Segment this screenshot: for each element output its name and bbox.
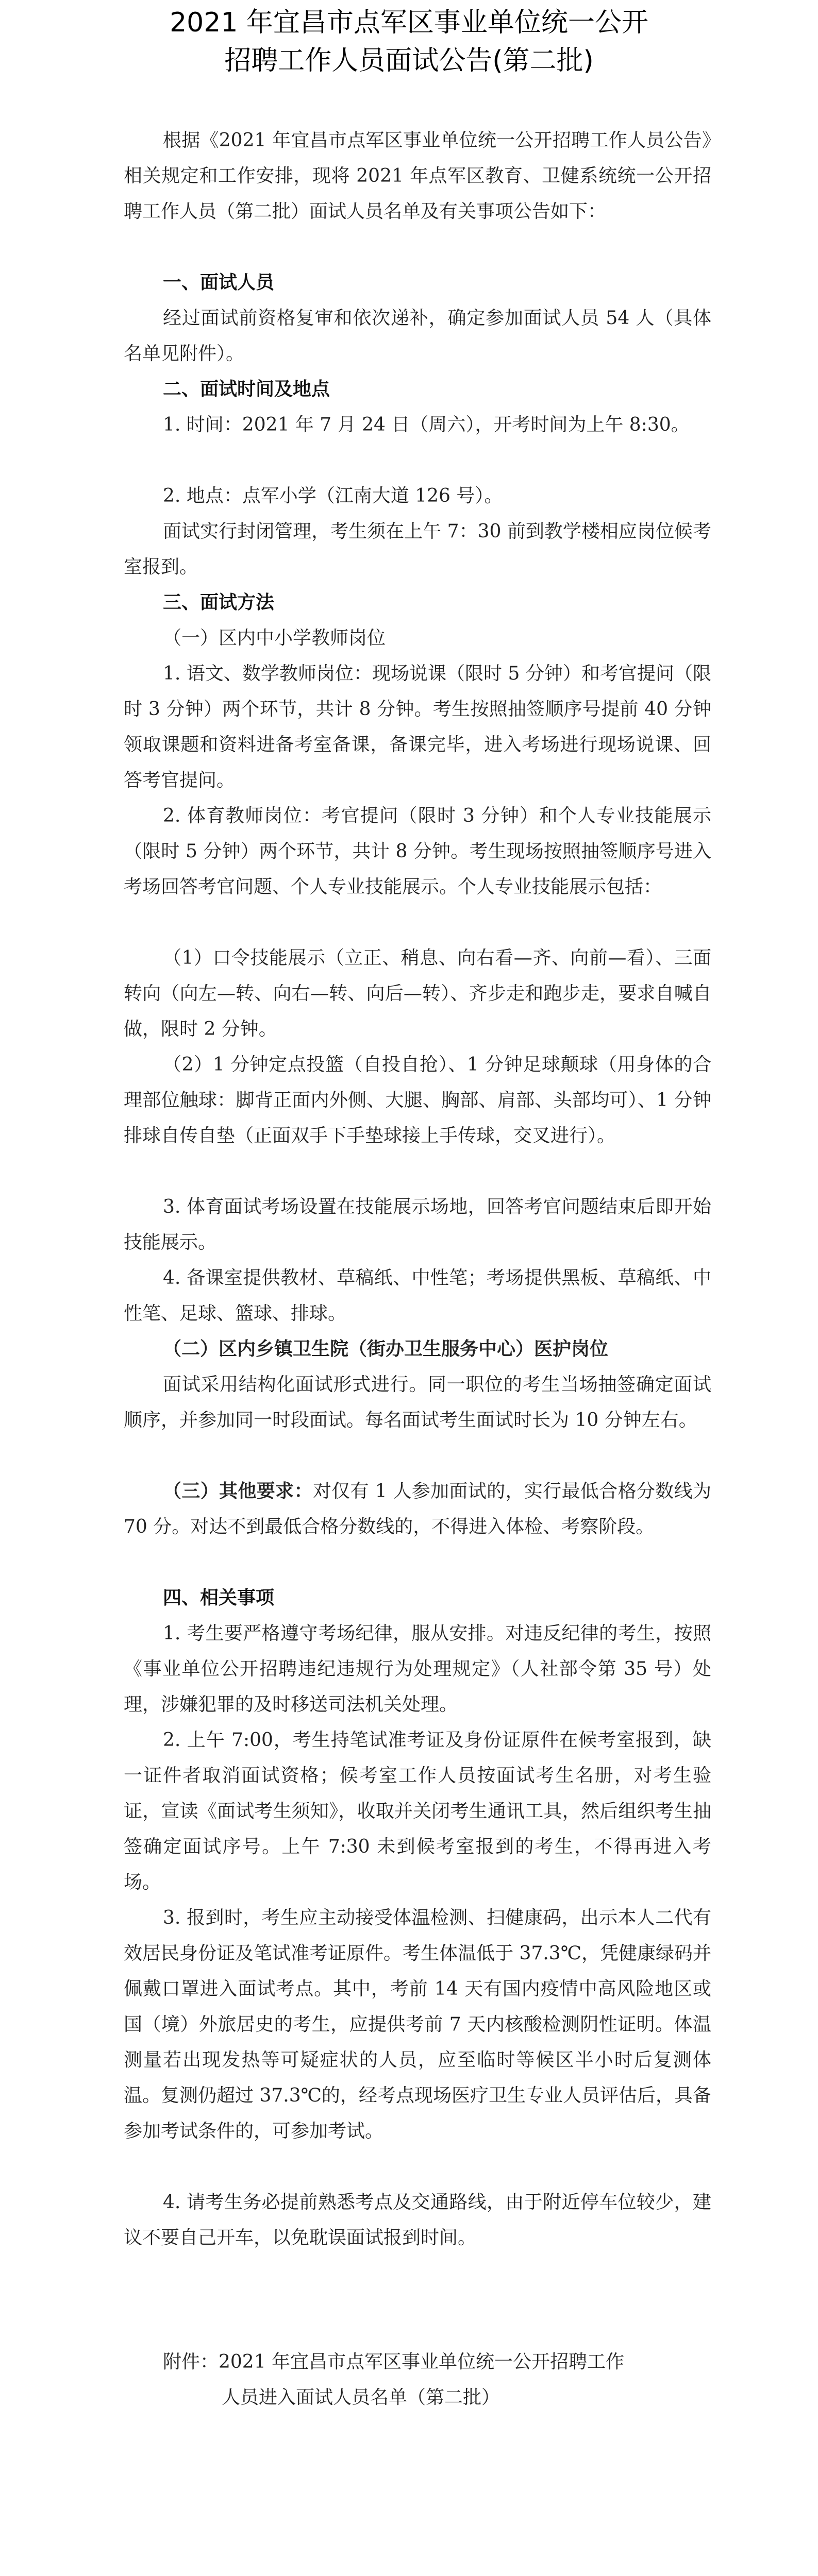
section4-p3: 3. 报到时，考生应主动接受体温检测、扫健康码，出示本人二代有效居民身份证及笔试准考证原件。考生体温低于 37.3℃，凭健康绿码并佩戴口罩进入面试考点。其中，考前 14 天有国内疫情中高风险地区或国（境）外旅居史的考生，应提供考前 7 天内核酸检测阴性证明。体温测量若出现发热等可疑症状的人员，应至临时等候区半小时后复测体温。复测仍超过 37.3℃的，经考点现场医疗卫生专业人员评估后，具备参加考试条件的，可参加考试。 xyxy=(124,1907,711,2142)
section3-sub1: （一）区内中小学教师岗位 xyxy=(163,628,386,649)
intro-paragraph: 根据《2021 年宜昌市点军区事业单位统一公开招聘工作人员公告》相关规定和工作安排，现将 2021 年点军区教育、卫健系统统一公开招聘工作人员（第二批）面试人员名单及有关事项公告如下： xyxy=(124,130,711,222)
section4-p2: 2. 上午 7:00，考生持笔试准考证及身份证原件在候考室报到，缺一证件者取消面试资格；候考室工作人员按面试考生名册，对考生验证，宣读《面试考生须知》，收取并关闭考生通讯工具，然后组织考生抽签确定面试序号。上午 7:30 未到候考室报到的考生，不得再进入考场。 xyxy=(124,1730,711,1893)
section4-p4: 4. 请考生务必提前熟悉考点及交通路线，由于附近停车位较少，建议不要自己开车，以免耽误面试报到时间。 xyxy=(124,2192,711,2248)
section4-heading: 四、相关事项 xyxy=(163,1587,275,1608)
section3-p5: 3. 体育面试考场设置在技能展示场地，回答考官问题结束后即开始技能展示。 xyxy=(124,1196,711,1253)
attachment-line-1: 附件：2021 年宜昌市点军区事业单位统一公开招聘工作 xyxy=(163,2351,625,2372)
section3-p6: 4. 备课室提供教材、草稿纸、中性笔；考场提供黑板、草稿纸、中性笔、足球、篮球、排球。 xyxy=(124,1267,711,1324)
section3-sub2: （二）区内乡镇卫生院（街办卫生服务中心）医护岗位 xyxy=(163,1338,609,1360)
section2-heading: 二、面试时间及地点 xyxy=(163,379,330,400)
section3-sub3 xyxy=(124,1473,711,1545)
section2-note: 面试实行封闭管理，考生须在上午 7：30 前到教学楼相应岗位候考室报到。 xyxy=(124,521,711,578)
title-line-1: 2021 年宜昌市点军区事业单位统一公开 xyxy=(170,7,648,38)
attachment-line-2: 人员进入面试人员名单（第二批） xyxy=(222,2387,500,2408)
title-line-2: 招聘工作人员面试公告(第二批) xyxy=(224,45,594,76)
section1-heading: 一、面试人员 xyxy=(163,272,275,293)
section3-p7: 面试采用结构化面试形式进行。同一职位的考生当场抽签确定面试顺序，并参加同一时段面试。每名面试考生面试时长为 10 分钟左右。 xyxy=(124,1374,711,1431)
section3-p3: （1）口令技能展示（立正、稍息、向右看—齐、向前—看）、三面转向（向左—转、向右—转、向后—转）、齐步走和跑步走，要求自喊自做，限时 2 分钟。 xyxy=(124,947,711,1040)
section1-text: 经过面试前资格复审和依次递补，确定参加面试人员 54 人（具体名单见附件）。 xyxy=(124,308,711,364)
section2-place: 2. 地点：点军小学（江南大道 126 号）。 xyxy=(163,485,503,506)
section4-p1: 1. 考生要严格遵守考场纪律，服从安排。对违反纪律的考生，按照《事业单位公开招聘违纪违规行为处理规定》（人社部令第 35 号）处理，涉嫌犯罪的及时移送司法机关处理。 xyxy=(124,1623,711,1715)
section3-p1: 1. 语文、数学教师岗位：现场说课（限时 5 分钟）和考官提问（限时 3 分钟）两个环节，共计 8 分钟。考生按照抽签顺序号提前 40 分钟领取课题和资料进备考室备课，备课完毕，进入考场进行现场说课、回答考官提问。 xyxy=(124,663,711,791)
section3-sub3-text: 对仅有 1 人参加面试的，实行最低合格分数线为 70 分。对达不到最低合格分数线的，不得进入体检、考察阶段。 xyxy=(124,1481,711,1537)
section3-heading: 三、面试方法 xyxy=(163,592,275,613)
section3-sub3-label: （三）其他要求： xyxy=(163,1480,313,1502)
section2-time: 1. 时间：2021 年 7 月 24 日（周六），开考时间为上午 8:30。 xyxy=(163,414,690,435)
section3-p4: （2）1 分钟定点投篮（自投自抢）、1 分钟足球颠球（用身体的合理部位触球：脚背正面内外侧、大腿、胸部、肩部、头部均可）、1 分钟排球自传自垫（正面双手下手垫球接上手传球，交叉进行）。 xyxy=(124,1054,711,1146)
section3-p2: 2. 体育教师岗位：考官提问（限时 3 分钟）和个人专业技能展示（限时 5 分钟）两个环节，共计 8 分钟。考生现场按照抽签顺序号进入考场回答考官问题、个人专业技能展示。个人专业技能展示包括： xyxy=(124,805,711,897)
